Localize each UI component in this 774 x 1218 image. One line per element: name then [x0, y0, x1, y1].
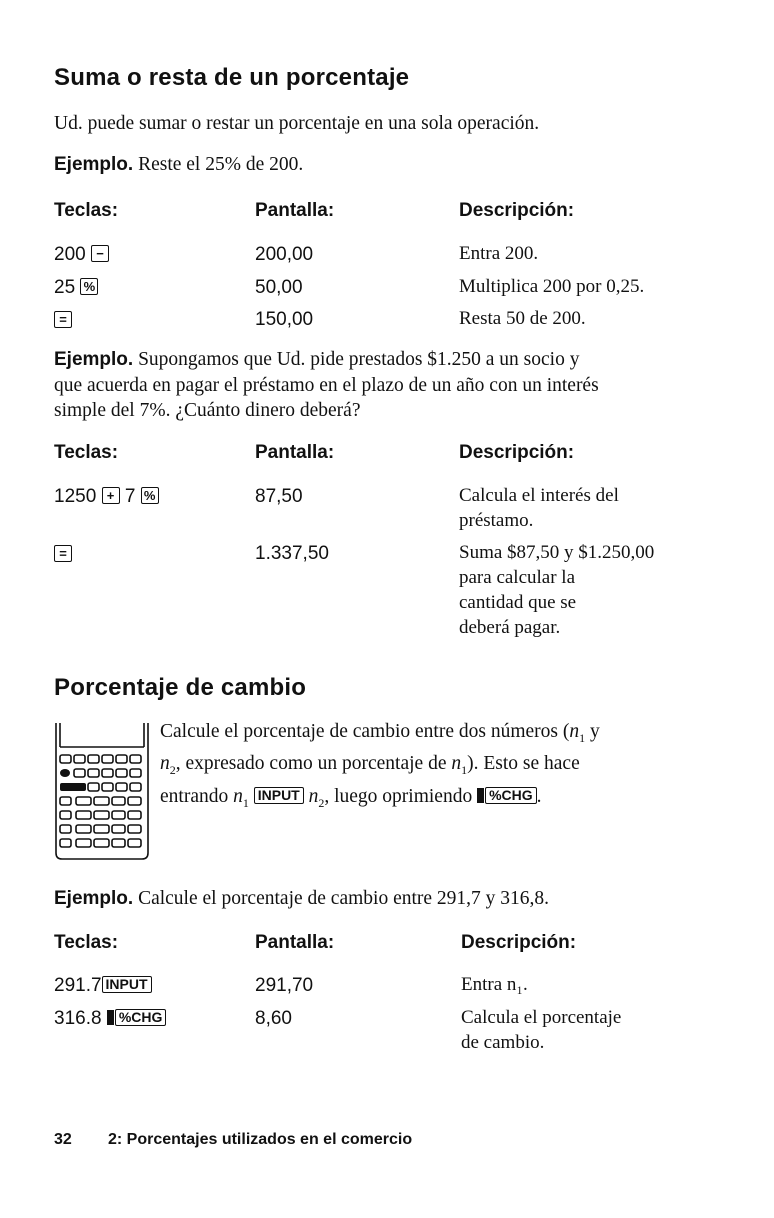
description-line: de cambio.: [461, 1032, 545, 1053]
table-row-display: 200,00: [255, 244, 314, 265]
calculator-keyboard-icon: [54, 723, 150, 861]
col-head-display: Pantalla:: [255, 442, 335, 463]
table-row-keys: [54, 277, 98, 299]
table-row-description: [461, 1005, 621, 1055]
paragraph-text: Calcule el porcentaje de cambio entre dos números (: [160, 721, 570, 742]
description-line: deberá pagar.: [459, 617, 561, 638]
chapter-title: 2: Porcentajes utilizados en el comercio: [108, 1131, 413, 1148]
col-head-description: Descripción:: [459, 200, 575, 221]
key-sequence-number: 291.7: [54, 975, 102, 996]
col-head-keys: Teclas:: [54, 442, 119, 463]
col-head-display: Pantalla:: [255, 200, 335, 221]
description-line: Calcula el interés del: [459, 485, 619, 506]
equals-key-icon: =: [54, 545, 72, 562]
description-line: Entra n₁.: [461, 974, 528, 995]
paragraph-text: .: [536, 785, 542, 807]
table-row-display: 150,00: [255, 309, 314, 330]
col-head-description: Descripción:: [461, 932, 577, 953]
description-line: Suma $87,50 y $1.250,00: [459, 542, 655, 563]
table-row-display: 50,00: [255, 277, 303, 298]
key-sequence-number: 1250: [54, 486, 97, 507]
variable-n: n: [160, 753, 170, 775]
section-heading-suma: Suma o resta de un porcentaje: [54, 64, 410, 91]
page-number: 32: [54, 1131, 72, 1148]
table-row-display: 87,50: [255, 486, 303, 507]
shift-key-icon: [107, 1010, 114, 1025]
shift-key-icon: [477, 788, 484, 803]
paragraph-text: y: [585, 721, 600, 742]
table-row-keys: [54, 975, 152, 997]
equals-key-icon: =: [54, 311, 72, 328]
example-label: Ejemplo.: [54, 349, 134, 370]
table-row-display: 291,70: [255, 975, 314, 996]
table-row-display: 8,60: [255, 1008, 292, 1029]
table-row-description: [459, 540, 654, 640]
table-row-description: Multiplica 200 por 0,25.: [459, 276, 645, 297]
key-sequence-number: 7: [124, 486, 136, 507]
paragraph-text: ). Esto se hace: [467, 753, 580, 775]
example-1: [54, 152, 303, 178]
example-2: [54, 347, 734, 424]
table-row-description: [461, 972, 528, 997]
example-text-line: que acuerda en pagar el préstamo en el plazo de un año con un interés: [54, 374, 599, 396]
cambio-paragraph: [160, 719, 720, 816]
paragraph-text: , expresado como un porcentaje de: [175, 753, 452, 775]
input-key-icon: INPUT: [254, 787, 304, 804]
example-text-line: Supongamos que Ud. pide prestados $1.250 a un socio y: [138, 349, 580, 370]
table-row-keys: [54, 486, 159, 508]
variable-n: n: [569, 721, 580, 742]
plus-key-icon: +: [102, 487, 120, 504]
variable-n: n: [233, 785, 243, 807]
key-sequence-number: 200: [54, 244, 86, 265]
paragraph-text: entrando: [160, 785, 234, 807]
table-row-description: Resta 50 de 200.: [459, 308, 586, 329]
subscript: 1: [579, 730, 586, 745]
table-row-keys: [54, 244, 109, 266]
section-heading-cambio: Porcentaje de cambio: [54, 674, 307, 701]
subscript: 2: [169, 763, 176, 778]
description-line: para calcular la: [459, 567, 576, 588]
paragraph-text: , luego oprimiendo: [324, 785, 473, 807]
col-head-keys: Teclas:: [54, 932, 119, 953]
percent-change-key-icon: %CHG: [485, 787, 537, 804]
example-text: Calcule el porcentaje de cambio entre 291,7 y 316,8.: [138, 888, 550, 909]
table-row-keys: [54, 544, 72, 566]
percent-key-icon: %: [80, 278, 98, 295]
col-head-description: Descripción:: [459, 442, 575, 463]
key-sequence-number: 316.8: [54, 1008, 102, 1029]
variable-n: n: [451, 753, 462, 775]
subscript: 1: [461, 763, 468, 778]
example-3: [54, 886, 549, 912]
example-label: Ejemplo.: [54, 888, 134, 909]
table-row-keys: [54, 1008, 166, 1030]
subscript: 1: [242, 795, 249, 810]
key-sequence-number: 25: [54, 277, 76, 298]
description-line: préstamo.: [459, 510, 534, 531]
description-line: cantidad que se: [459, 592, 577, 613]
percent-key-icon: %: [141, 487, 159, 504]
percent-change-key-icon: %CHG: [115, 1009, 167, 1026]
example-text: Reste el 25% de 200.: [138, 154, 304, 175]
col-head-display: Pantalla:: [255, 932, 335, 953]
subscript: 2: [318, 795, 325, 810]
table-row-description: Entra 200.: [459, 243, 539, 264]
minus-key-icon: −: [91, 245, 109, 262]
example-text-line: simple del 7%. ¿Cuánto dinero deberá?: [54, 400, 361, 421]
input-key-icon: INPUT: [102, 976, 152, 993]
intro-paragraph: Ud. puede sumar o restar un porcentaje en una sola operación.: [54, 113, 540, 134]
variable-n: n: [308, 785, 319, 807]
example-label: Ejemplo.: [54, 154, 134, 175]
description-line: Calcula el porcentaje: [461, 1007, 622, 1028]
table-row-display: 1.337,50: [255, 543, 329, 564]
col-head-keys: Teclas:: [54, 200, 119, 221]
table-row-description: [459, 483, 619, 533]
table-row-keys: [54, 310, 72, 332]
